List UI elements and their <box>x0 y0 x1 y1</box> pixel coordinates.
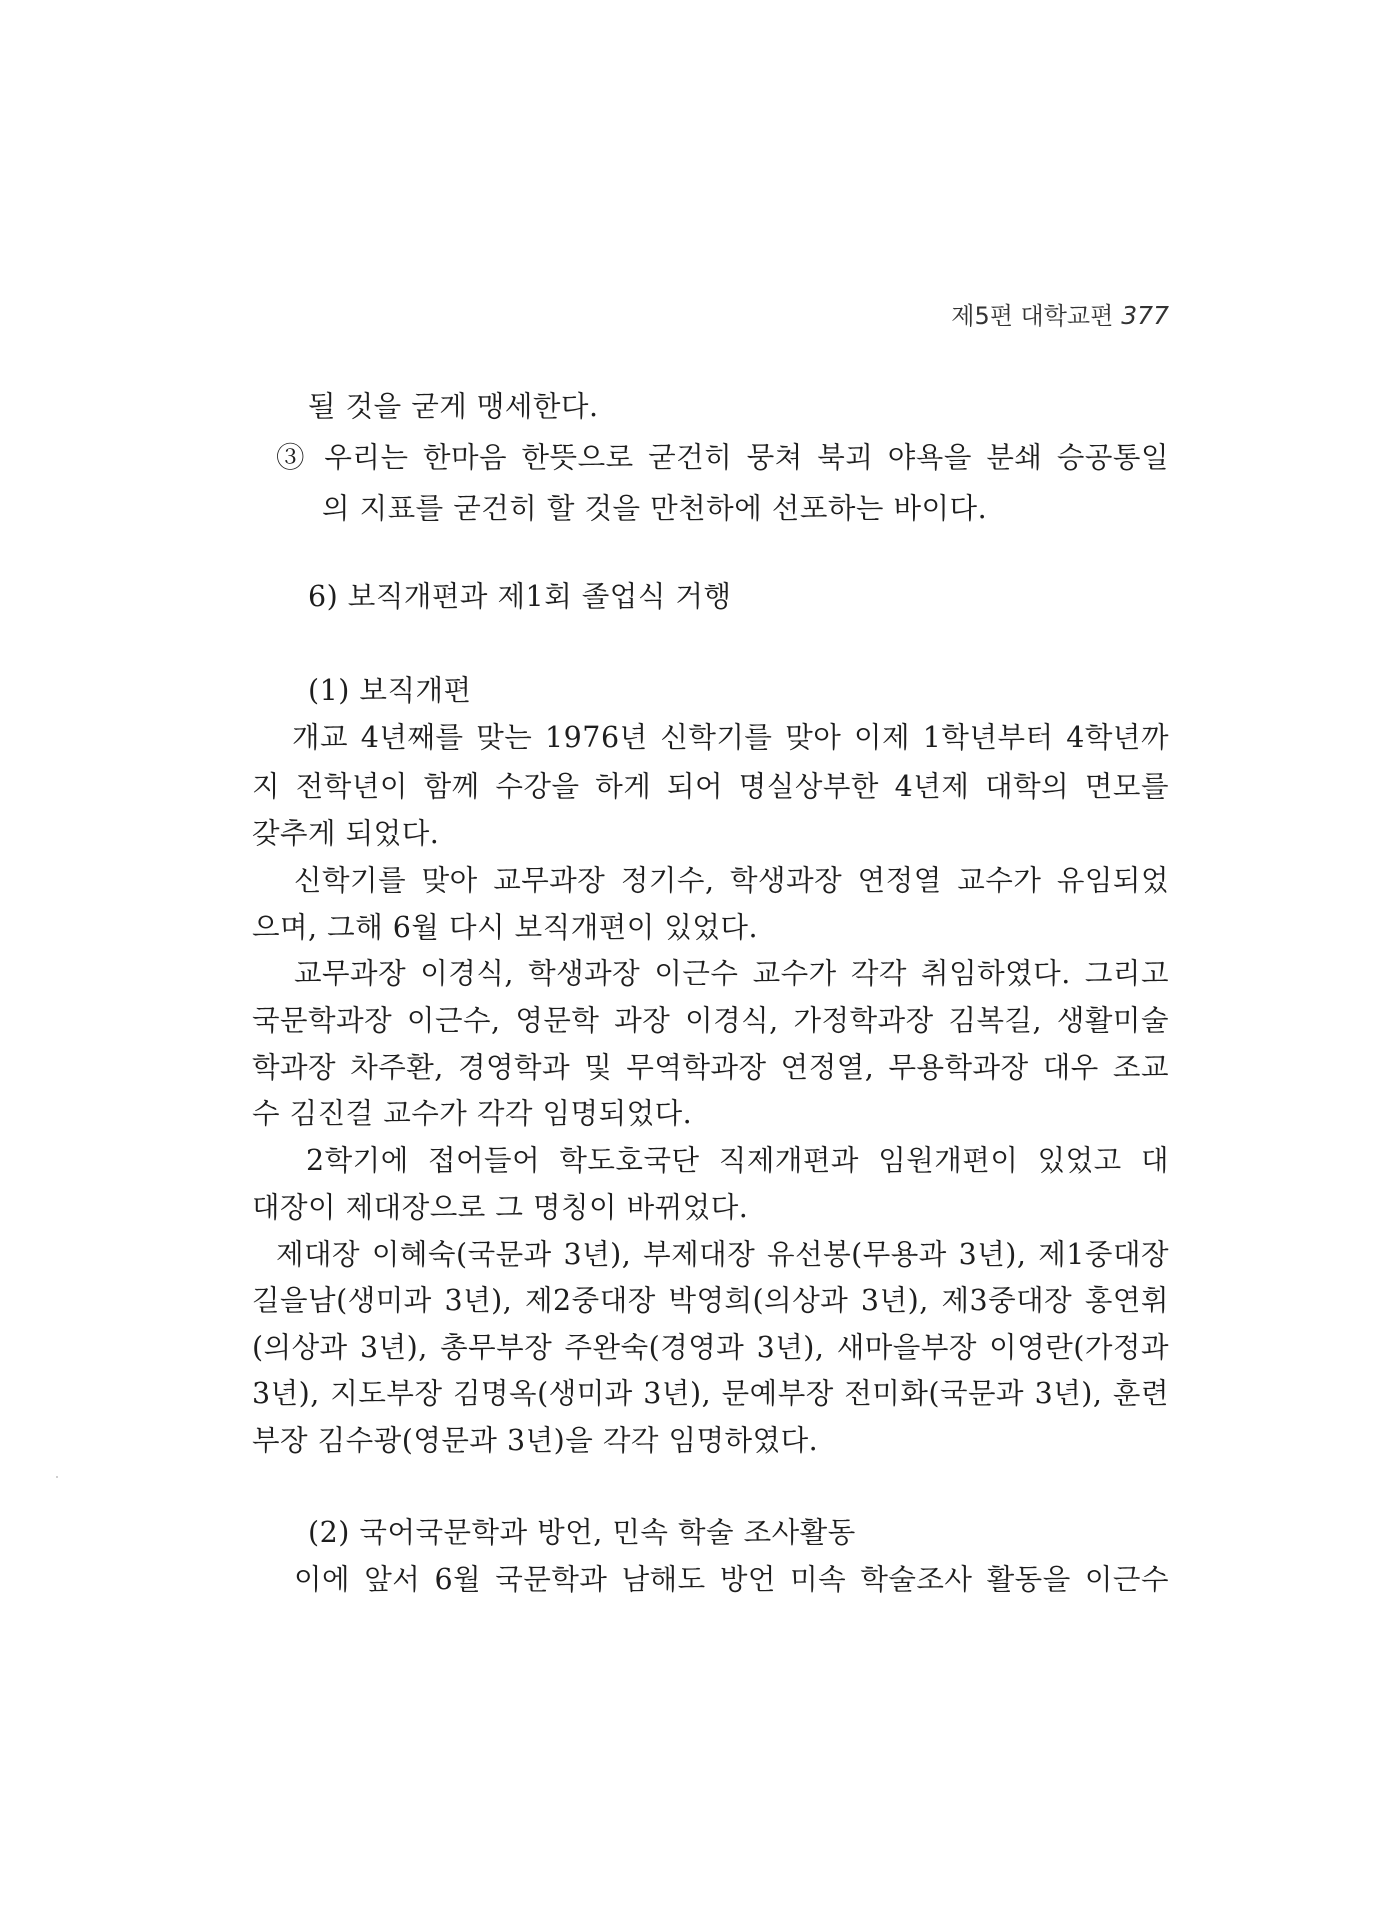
text-line: 신학기를 맞아 교무과장 정기수, 학생과장 연정열 교수가 유임되었 <box>294 864 1169 897</box>
text-line: 부장 김수광(영문과 3년)을 각각 임명하였다. <box>252 1424 819 1457</box>
text-line: 국문학과장 이근수, 영문학 과장 이경식, 가정학과장 김복길, 생활미술 <box>252 1004 1169 1037</box>
section-heading: 6) 보직개편과 제1회 졸업식 거행 <box>308 580 732 613</box>
text-line: 교무과장 이경식, 학생과장 이근수 교수가 각각 취임하였다. 그리고 <box>294 957 1169 990</box>
text-line: 학과장 차주환, 경영학과 및 무역학과장 연정열, 무용학과장 대우 조교 <box>252 1051 1169 1084</box>
text-line: 제대장 이혜숙(국문과 3년), 부제대장 유선봉(무용과 3년), 제1중대장 <box>276 1238 1169 1271</box>
text-line: 수 김진걸 교수가 각각 임명되었다. <box>252 1097 693 1130</box>
subsection-heading: (2) 국어국문학과 방언, 민속 학술 조사활동 <box>308 1516 856 1549</box>
page-number: 377 <box>1121 301 1169 330</box>
list-item-3: ③ 우리는 한마음 한뜻으로 굳건히 뭉쳐 북괴 야욕을 분쇄 승공통일 <box>276 441 1169 474</box>
scan-artifact <box>56 1476 58 1478</box>
text-line: 길을남(생미과 3년), 제2중대장 박영희(의상과 3년), 제3중대장 홍연휘 <box>252 1284 1169 1317</box>
text-line: 2학기에 접어들어 학도호국단 직제개편과 임원개편이 있었고 대 <box>306 1144 1169 1177</box>
text-line: 지 전학년이 함께 수강을 하게 되어 명실상부한 4년제 대학의 면모를 <box>252 770 1169 803</box>
text-line: 이에 앞서 6월 국문학과 남해도 방언 미속 학술조사 활동을 이근수 <box>294 1563 1169 1596</box>
text-line: 대장이 제대장으로 그 명칭이 바뀌었다. <box>252 1191 749 1224</box>
subsection-heading: (1) 보직개편 <box>308 674 472 707</box>
text-line: 으며, 그해 6월 다시 보직개편이 있었다. <box>252 911 759 944</box>
running-header <box>951 296 1169 331</box>
section-title: 제5편 대학교편 <box>951 302 1114 330</box>
text-line: 될 것을 굳게 맹세한다. <box>308 390 599 423</box>
text-line: 개교 4년째를 맞는 1976년 신학기를 맞아 이제 1학년부터 4학년까 <box>292 721 1169 754</box>
text-line: 갖추게 되었다. <box>252 817 440 850</box>
text-line: 의 지표를 굳건히 할 것을 만천하에 선포하는 바이다. <box>322 492 988 525</box>
text-line: (의상과 3년), 총무부장 주완숙(경영과 3년), 새마을부장 이영란(가정과 <box>252 1331 1169 1364</box>
text-line: 3년), 지도부장 김명옥(생미과 3년), 문예부장 전미화(국문과 3년), 훈련 <box>252 1377 1169 1410</box>
